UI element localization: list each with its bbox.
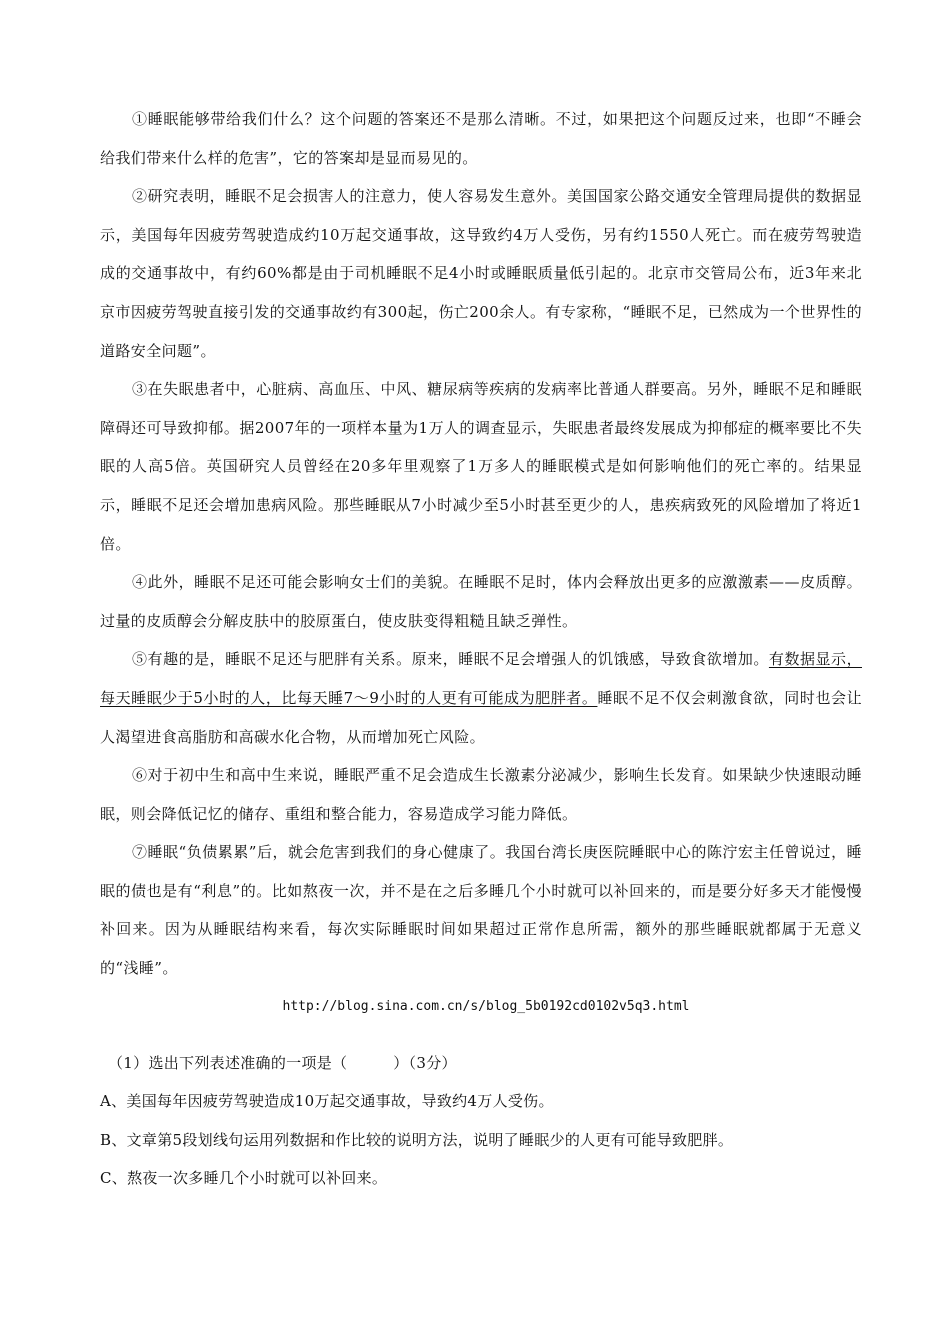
option-c: C、熬夜一次多睡几个小时就可以补回来。: [100, 1169, 388, 1188]
paragraph-4: ④此外，睡眠不足还可能会影响女士们的美貌。在睡眠不足时，体内会释放出更多的应激激素——皮质醇。过量的皮质醇会分解皮肤中的胶原蛋白，使皮肤变得粗糙且缺乏弹性。: [100, 573, 862, 630]
paragraph-5: [100, 640, 862, 756]
question-1: [100, 1044, 862, 1198]
paragraph-3: ③在失眠患者中，心脏病、高血压、中风、糖尿病等疾病的发病率比普通人群要高。另外，睡眠不足和睡眠障碍还可导致抑郁。据2007年的一项样本量为1万人的调查显示，失眠患者最终发展成为抑郁症的概率要比不失眠的人高5倍。英国研究人员曾经在20多年里观察了1万多人的睡眠模式是如何影响他们的死亡率的。结果显示，睡眠不足还会增加患病风险。那些睡眠从7小时减少至5小时甚至更少的人，患疾病致死的风险增加了将近1倍。: [100, 380, 862, 553]
question-stem: （1）选出下列表述准确的一项是（ ）（3分）: [108, 1053, 457, 1072]
paragraph-7: ⑦睡眠“负债累累”后，就会危害到我们的身心健康了。我国台湾长庚医院睡眠中心的陈泞宏主任曾说过，睡眠的债也是有“利息”的。比如熬夜一次，并不是在之后多睡几个小时就可以补回来的，而是要分好多天才能慢慢补回来。因为从睡眠结构来看，每次实际睡眠时间如果超过正常作息所需，额外的那些睡眠就都属于无意义的“浅睡”。: [100, 843, 862, 978]
option-a: A、美国每年因疲劳驾驶造成10万起交通事故，导致约4万人受伤。: [100, 1092, 554, 1111]
paragraph-5-underlined-sentence: 有数据显示，每天睡眠少于5小时的人，比每天睡7～9小时的人更有可能成为肥胖者。: [100, 650, 862, 707]
paragraph-5-before: ⑤有趣的是，睡眠不足还与肥胖有关系。原来，睡眠不足会增强人的饥饿感，导致食欲增加。: [132, 650, 769, 669]
paragraph-2: ②研究表明，睡眠不足会损害人的注意力，使人容易发生意外。美国国家公路交通安全管理局提供的数据显示，美国每年因疲劳驾驶造成约10万起交通事故，这导致约4万人受伤，另有约1550人死亡。而在疲劳驾驶造成的交通事故中，有约60%都是由于司机睡眠不足4小时或睡眠质量低引起的。北京市交管局公布，近3年来北京市因疲劳驾驶直接引发的交通事故约有300起，伤亡200余人。有专家称，“睡眠不足，已然成为一个世界性的道路安全问题”。: [100, 187, 862, 360]
paragraph-6: ⑥对于初中生和高中生来说，睡眠严重不足会造成生长激素分泌减少，影响生长发育。如果缺少快速眼动睡眠，则会降低记忆的储存、重组和整合能力，容易造成学习能力降低。: [100, 766, 862, 823]
paragraph-5-after: 睡眠不足不仅会刺激食欲，同时也会让人渴望进食高脂肪和高碳水化合物，从而增加死亡风险。: [100, 688, 862, 746]
document-page: [100, 100, 862, 1198]
option-b: B、文章第5段划线句运用列数据和作比较的说明方法，说明了睡眠少的人更有可能导致肥胖。: [100, 1130, 734, 1149]
paragraph-1: ①睡眠能够带给我们什么？这个问题的答案还不是那么清晰。不过，如果把这个问题反过来，也即“不睡会给我们带来什么样的危害”，它的答案却是显而易见的。: [100, 110, 862, 167]
source-url: http://blog.sina.com.cn/s/blog_5b0192cd0102v5q3.html: [282, 998, 690, 1014]
article-body: [100, 100, 862, 1026]
